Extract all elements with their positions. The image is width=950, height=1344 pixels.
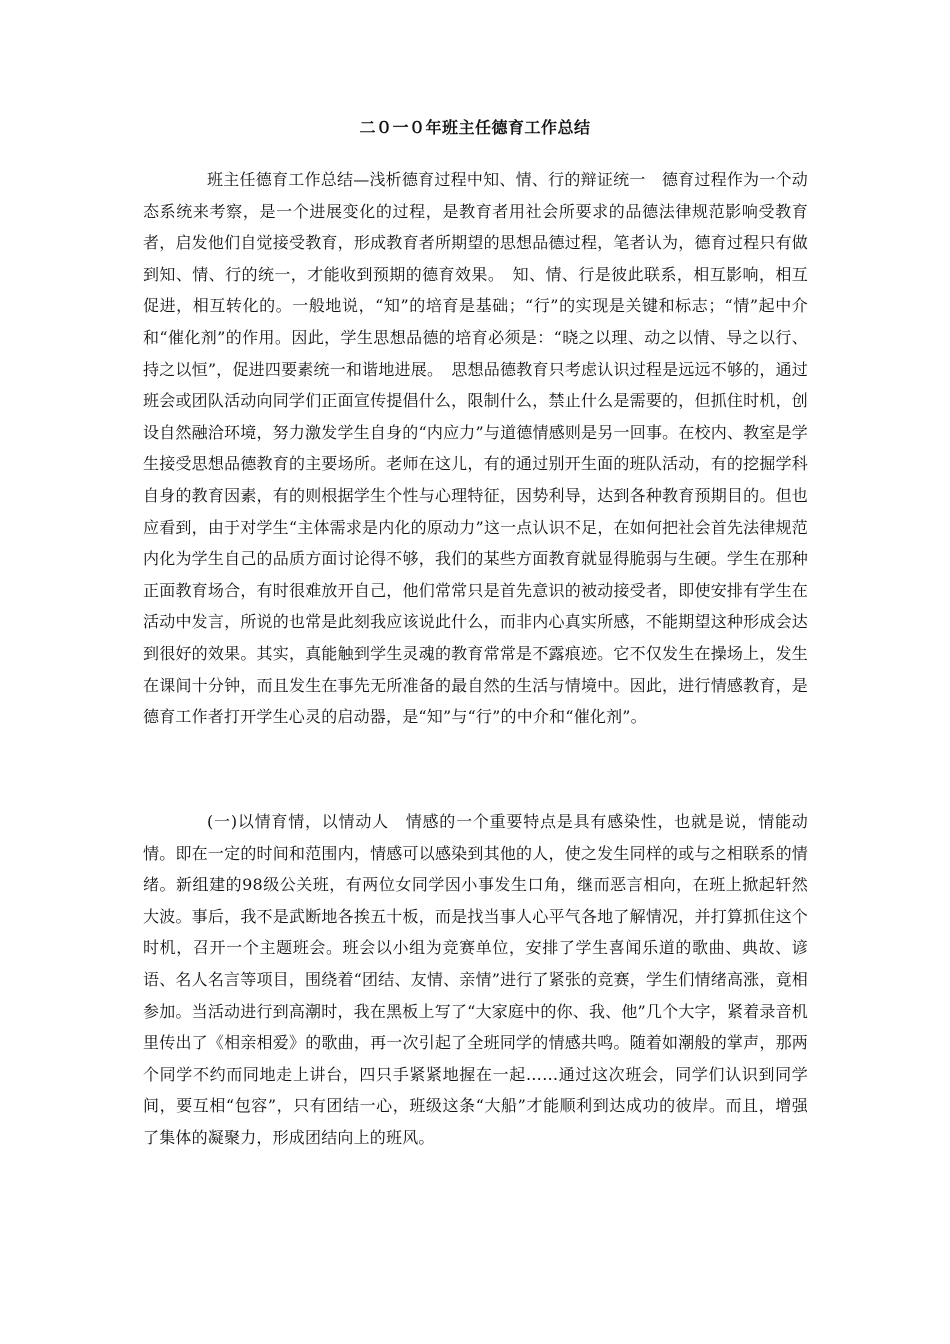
body-paragraph-1: 班主任德育工作总结—浅析德育过程中知、情、行的辩证统一 德育过程作为一个动态系统来考察，是一个进展变化的过程，是教育者用社会所要求的品德法律规范影响受教育者，启发他们自觉接受教育，形成教育者所期望的思想品德过程，笔者认为，德育过程只有做到知、情、行的统一，才能收到预期的德育效果。 知、情、行是彼此联系，相互影响，相互促进，相互转化的。一般地说，“知”的培育是基础；“行”的实现是关键和标志；“情”起中介和“催化剂”的作用。因此，学生思想品德的培育必须是：“晓之以理、动之以情、导之以行、持之以恒”，促进四要素统一和谐地进展。 思想品德教育只考虑认识过程是远远不够的，通过班会或团队活动向同学们正面宣传提倡什么，限制什么，禁止什么是需要的，但抓住时机，创设自然融洽环境，努力激发学生自身的“内应力”与道德情感则是另一回事。在校内、教室是学生接受思想品德教育的主要场所。老师在这儿，有的通过别开生面的班队活动，有的挖掘学科自身的教育因素，有的则根据学生个性与心理特征，因势利导，达到各种教育预期目的。但也应看到，由于对学生“主体需求是内化的原动力”这一点认识不足，在如何把社会首先法律规范内化为学生自己的品质方面讨论得不够，我们的某些方面教育就显得脆弱与生硬。学生在那种正面教育场合，有时很难放开自己，他们常常只是首先意识的被动接受者，即使安排有学生在活动中发言，所说的也常是此刻我应该说此什么，而非内心真实所感，不能期望这种形成会达到很好的效果。其实，真能触到学生灵魂的教育常常是不露痕迹。它不仅发生在操场上，发生在课间十分钟，而且发生在事先无所准备的最自然的生活与情境中。因此，进行情感教育，是德育工作者打开学生心灵的启动器，是“知”与“行”的中介和“催化剂”。: [143, 170, 808, 727]
body-paragraph-2: (一)以情育情，以情动人 情感的一个重要特点是具有感染性，也就是说，情能动情。即在一定的时间和范围内，情感可以感染到其他的人，使之发生同样的或与之相联系的情绪。新组建的98级公关班，有两位女同学因小事发生口角，继而恶言相向，在班上掀起轩然大波。事后，我不是武断地各挨五十板，而是找当事人心平气各地了解情况，并打算抓住这个时机，召开一个主题班会。班会以小组为竞赛单位，安排了学生喜闻乐道的歌曲、典故、谚语、名人名言等项目，围绕着“团结、友情、亲情”进行了紧张的竞赛，学生们情绪高涨，竟相参加。当活动进行到高潮时，我在黑板上写了“大家庭中的你、我、他”几个大字，紧着录音机里传出了《相亲相爱》的歌曲，再一次引起了全班同学的情感共鸣。随着如潮般的掌声，那两个同学不约而同地走上讲台，四只手紧紧地握在一起……通过这次班会，同学们认识到同学间，要互相“包容”，只有团结一心，班级这条“大船”才能顺利到达成功的彼岸。而且，增强了集体的凝聚力，形成团结向上的班风。: [143, 812, 808, 1147]
document-title: 二０一０年班主任德育工作总结: [359, 118, 591, 137]
